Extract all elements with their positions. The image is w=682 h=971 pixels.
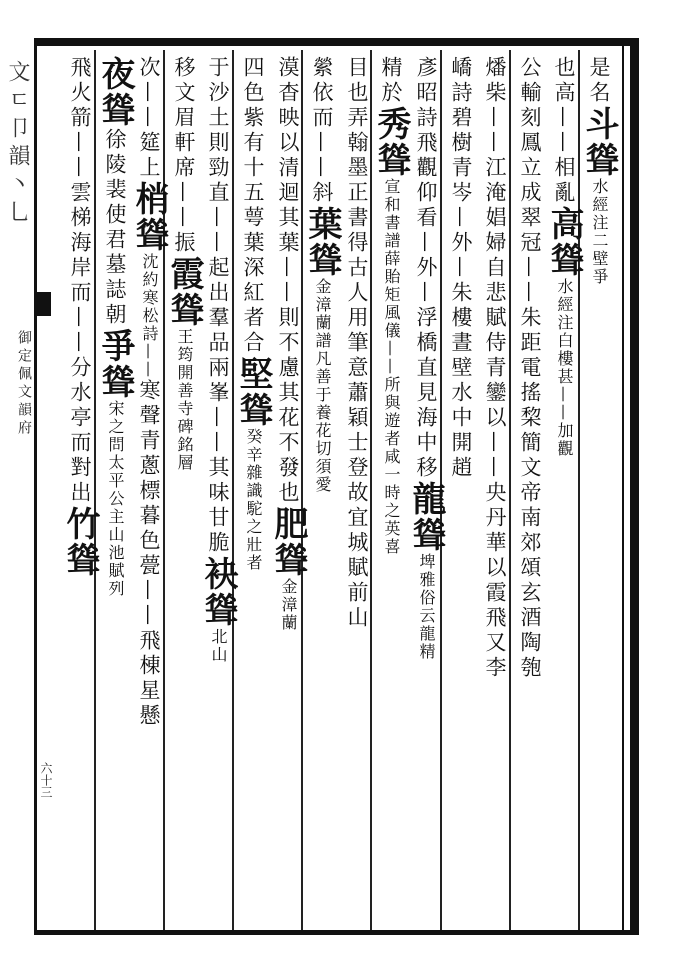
headword: 肥聳	[268, 506, 308, 578]
annotation-text: 水經注二壁爭	[590, 178, 609, 286]
text-column	[544, 56, 584, 458]
annotation-text: 金漳蘭	[279, 578, 298, 632]
body-text: 四色紫有十五萼葉深紅者合	[241, 56, 265, 356]
body-text: 縈依而——斜	[310, 56, 334, 206]
body-text: 甍——飛棟星懸	[137, 554, 161, 729]
body-text: 飛火箭——雲梯	[68, 56, 92, 231]
headword: 斗聳	[579, 106, 619, 178]
margin-title: 文ㄷ卩韻丶乚	[5, 60, 30, 228]
text-column	[302, 56, 342, 494]
text-column	[446, 56, 476, 481]
body-text: 目也	[345, 56, 369, 106]
frame-right-border	[630, 38, 639, 935]
text-column	[233, 56, 273, 572]
body-text: 也	[552, 56, 576, 81]
page-number: 六十三	[39, 762, 53, 798]
body-text: 是名	[587, 56, 611, 106]
headword: 竹聳	[60, 506, 100, 578]
text-column	[164, 56, 204, 472]
headword: 袂聳	[198, 556, 238, 628]
frame-left-border	[34, 38, 37, 935]
body-text: 漠杳映以清迴	[276, 56, 300, 206]
text-column	[371, 56, 411, 556]
annotation-text: 宣和書譜薛貽矩風儀——所與遊者咸一時之英喜	[382, 178, 401, 556]
body-text: 海岸而——分水亭而對出	[68, 231, 92, 506]
annotation-text: 沈約寒松詩——	[140, 253, 159, 379]
frame-top-border	[34, 38, 639, 46]
body-text: 徐陵裴使君墓誌朝	[103, 128, 127, 328]
text-column	[342, 56, 372, 631]
text-column	[515, 56, 545, 681]
frame-bottom-border	[34, 930, 639, 935]
annotation-text: 王筠開善寺碑銘層	[175, 328, 194, 472]
headword: 霞聳	[164, 256, 204, 328]
annotation-text: 埤雅俗云龍精	[417, 553, 436, 661]
headword: 龍聳	[406, 481, 446, 553]
text-column	[406, 56, 446, 661]
text-column	[60, 56, 100, 578]
body-text: 移文眉軒席——振	[172, 56, 196, 256]
body-text: 燔柴——江淹娼婦自悲賦侍青鑾以——央丹華以霞飛又李	[483, 56, 507, 681]
body-text: 于沙土則勁直——起出羣品	[206, 56, 230, 356]
body-text: 精於	[379, 56, 403, 106]
annotation-text: 水經注白樓甚——加觀	[555, 278, 574, 458]
body-text: 寒聲青蔥標暮色	[137, 379, 161, 554]
text-column	[198, 56, 238, 664]
annotation-text: 金漳蘭譜凡善于養花切須愛	[313, 278, 332, 494]
text-column	[480, 56, 510, 681]
body-text: 嶠詩碧樹青岑—外—朱樓晝壁水中開趙	[449, 56, 473, 481]
frame-right-inner-border	[622, 46, 624, 930]
annotation-text: 癸辛雜識駝之壯者	[244, 428, 263, 572]
body-text: 高——相亂	[552, 81, 576, 206]
headword: 葉聳	[302, 206, 342, 278]
headword: 堅聳	[233, 356, 273, 428]
headword: 夜聳	[95, 56, 135, 128]
body-text: 弄翰墨正書得古人用筆意蕭穎士登故宜城賦前山	[345, 106, 369, 631]
text-column	[579, 56, 619, 286]
headword: 高聳	[544, 206, 584, 278]
body-text: 公輸刻鳳立成翠冠——朱距電搖棃簡文帝南郊頌玄酒陶匏	[518, 56, 542, 681]
text-column	[95, 56, 135, 598]
headword: 秀聳	[371, 106, 411, 178]
headword: 梢聳	[129, 181, 169, 253]
text-column	[129, 56, 169, 729]
body-text: 其葉——則不慮其花不發也	[276, 206, 300, 506]
annotation-text: 北山	[209, 628, 228, 664]
body-text: 次——筵上	[137, 56, 161, 181]
body-text: 彥昭詩飛觀仰看—外—浮橋直見海中移	[414, 56, 438, 481]
book-title: 御定佩文韻府	[16, 330, 32, 438]
text-column	[268, 56, 308, 632]
headword: 爭聳	[95, 328, 135, 400]
annotation-text: 宋之問太平公主山池賦列	[106, 400, 125, 598]
body-text: 兩峯——其味甘脆	[206, 356, 230, 556]
fishtail-mark	[37, 292, 51, 316]
